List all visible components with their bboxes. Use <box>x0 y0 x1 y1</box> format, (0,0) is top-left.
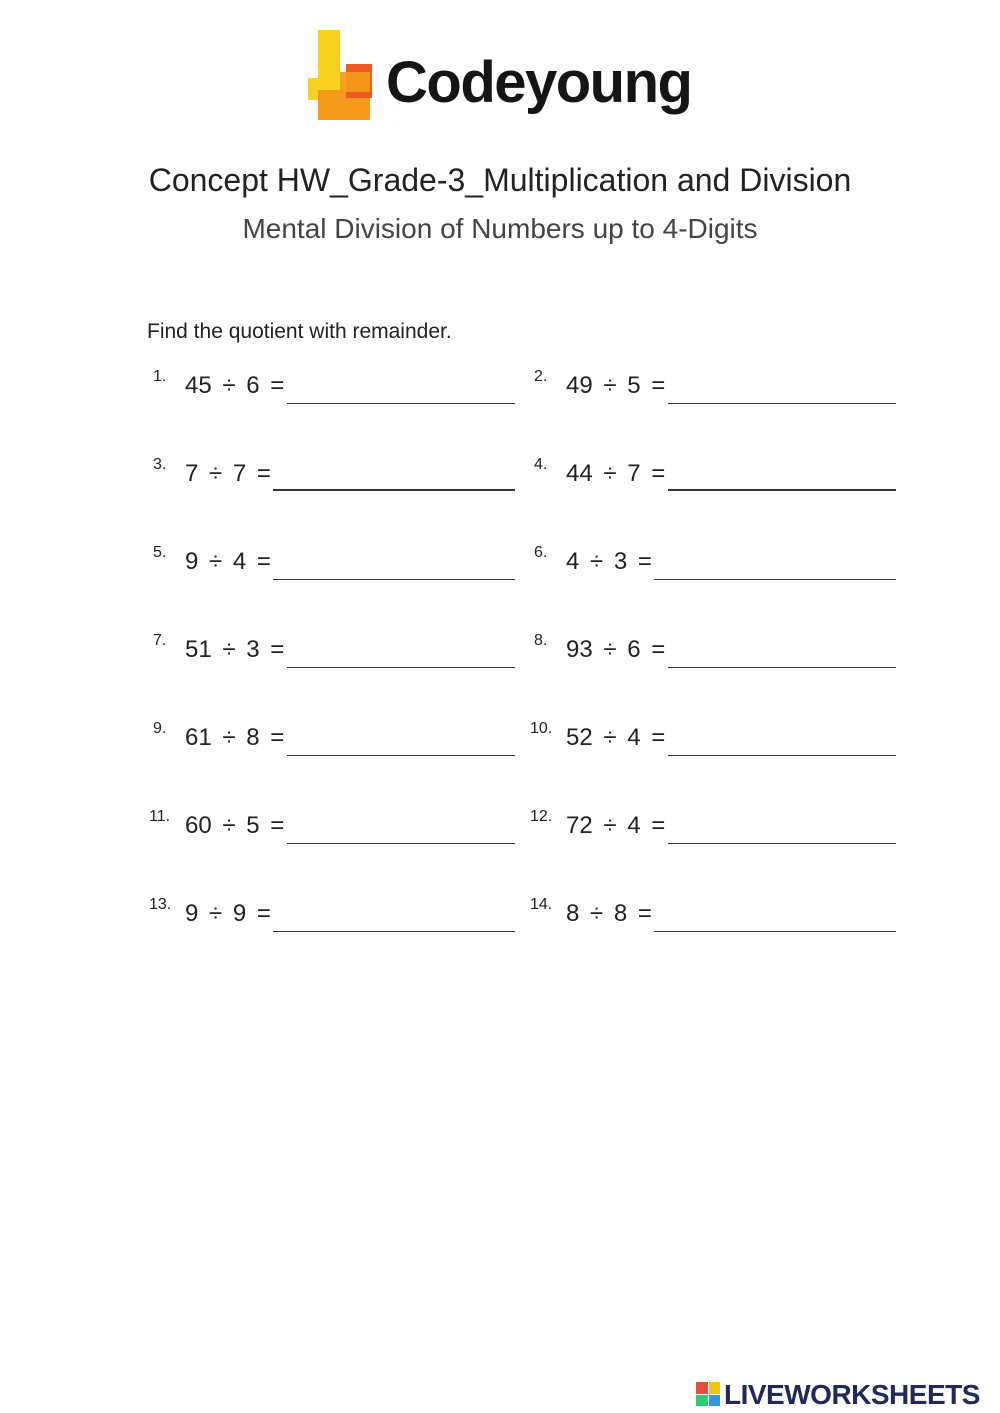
problem-expression: 8 ÷ 8 = <box>566 900 652 927</box>
problem-9 <box>153 720 533 764</box>
problem-expression: 61 ÷ 8 = <box>185 724 285 751</box>
problem-11 <box>149 808 529 852</box>
answer-input-7[interactable] <box>287 646 515 668</box>
answer-input-13[interactable] <box>273 910 515 932</box>
problem-3 <box>153 456 533 500</box>
problem-number: 12. <box>530 808 553 825</box>
liveworksheets-brand: LIVEWORKSHEETS <box>724 1379 980 1410</box>
codeyoung-logo <box>308 30 708 130</box>
problem-7 <box>153 632 533 676</box>
liveworksheets-footer <box>696 1378 996 1408</box>
problem-10 <box>530 720 910 764</box>
problem-number: 13. <box>149 896 172 913</box>
answer-input-6[interactable] <box>654 558 896 580</box>
answer-input-2[interactable] <box>668 382 896 404</box>
problem-number: 10. <box>530 720 553 737</box>
problem-number: 6. <box>534 544 548 561</box>
answer-input-10[interactable] <box>668 734 896 756</box>
problem-expression: 9 ÷ 4 = <box>185 548 271 575</box>
problem-number: 11. <box>149 808 171 825</box>
problem-expression: 45 ÷ 6 = <box>185 372 285 399</box>
problem-expression: 9 ÷ 9 = <box>185 900 271 927</box>
worksheet-subtitle: Mental Division of Numbers up to 4-Digits <box>242 213 758 244</box>
problem-expression: 60 ÷ 5 = <box>185 812 285 839</box>
problem-4 <box>534 456 914 500</box>
problem-expression: 72 ÷ 4 = <box>566 812 666 839</box>
problem-expression: 93 ÷ 6 = <box>566 636 666 663</box>
codeyoung-logo-mark <box>308 30 378 122</box>
problem-expression: 52 ÷ 4 = <box>566 724 666 751</box>
answer-input-4[interactable] <box>668 469 896 491</box>
problem-expression: 44 ÷ 7 = <box>566 460 666 487</box>
problem-expression: 7 ÷ 7 = <box>185 460 271 487</box>
answer-input-1[interactable] <box>287 382 515 404</box>
problem-13 <box>149 896 529 940</box>
problem-number: 1. <box>153 368 167 385</box>
answer-input-12[interactable] <box>668 822 896 844</box>
problem-number: 4. <box>534 456 548 473</box>
problem-5 <box>153 544 533 588</box>
problem-14 <box>530 896 910 940</box>
answer-input-11[interactable] <box>287 822 515 844</box>
problem-expression: 4 ÷ 3 = <box>566 548 652 575</box>
problem-number: 3. <box>153 456 167 473</box>
answer-input-5[interactable] <box>273 558 515 580</box>
problem-1 <box>153 368 533 412</box>
problem-2 <box>534 368 914 412</box>
answer-input-8[interactable] <box>668 646 896 668</box>
problem-number: 5. <box>153 544 167 561</box>
brand-name: Codeyoung <box>386 50 692 115</box>
problem-expression: 49 ÷ 5 = <box>566 372 666 399</box>
problem-number: 7. <box>153 632 167 649</box>
problem-number: 2. <box>534 368 548 385</box>
answer-input-14[interactable] <box>654 910 896 932</box>
problem-number: 14. <box>530 896 553 913</box>
problem-12 <box>530 808 910 852</box>
answer-input-9[interactable] <box>287 734 515 756</box>
problem-expression: 51 ÷ 3 = <box>185 636 285 663</box>
liveworksheets-logo-icon <box>696 1382 720 1406</box>
problem-number: 9. <box>153 720 167 737</box>
answer-input-3[interactable] <box>273 469 515 491</box>
problem-6 <box>534 544 914 588</box>
instruction-text: Find the quotient with remainder. <box>147 320 452 343</box>
problem-8 <box>534 632 914 676</box>
problem-number: 8. <box>534 632 548 649</box>
worksheet-title: Concept HW_Grade-3_Multiplication and Division <box>148 162 852 198</box>
